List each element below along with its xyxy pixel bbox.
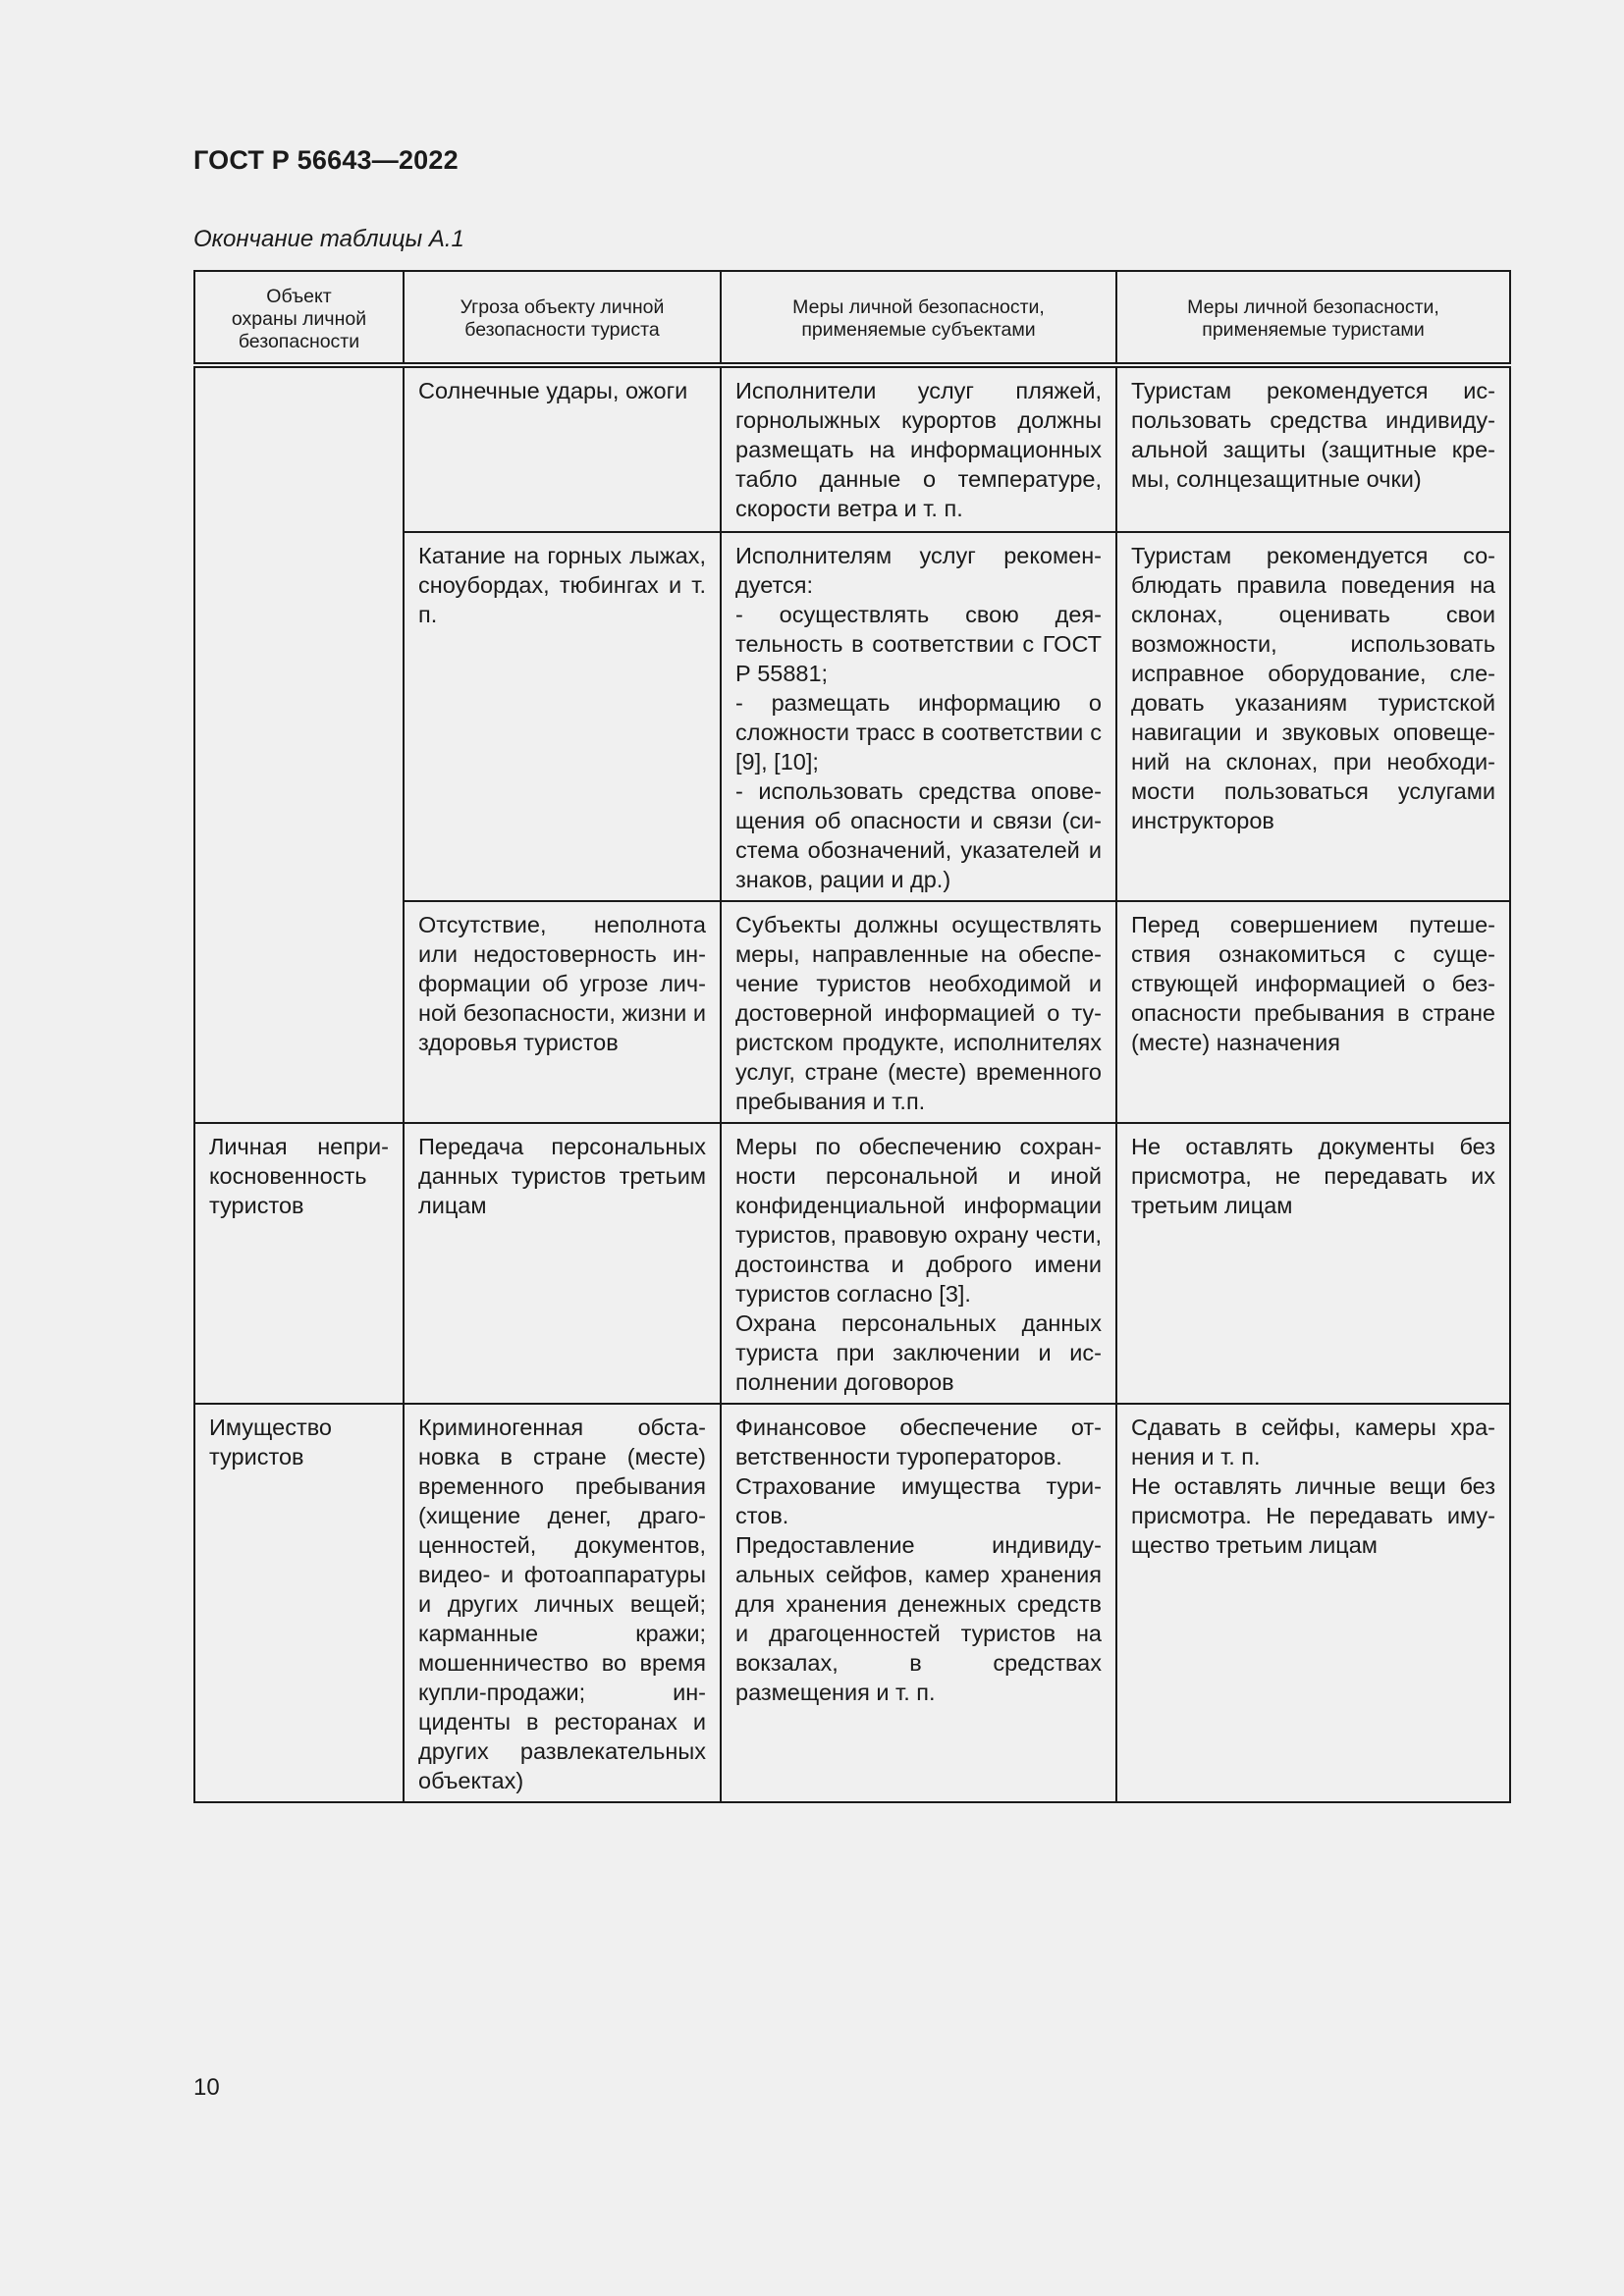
- measures-table: [193, 270, 1511, 1803]
- cell-threat: Солнечные удары, ожоги: [404, 365, 721, 532]
- table-row: [194, 365, 1510, 532]
- cell-threat: Передача персональных данных туристов третьим лицам: [404, 1123, 721, 1404]
- cell-subject-measures: Финансовое обеспечение ответственности туроператоров. Страхование имущества туристов. Предоставление индивидуальных сейфов, камер хранения для хранения денежных средств и драгоценностей туристов на вокзалах, в средствах размещения и т. п.: [721, 1404, 1116, 1802]
- cell-object: [194, 365, 404, 1123]
- table-caption: Окончание таблицы А.1: [193, 226, 464, 252]
- cell-object: Личная неприкосновенность туристов: [194, 1123, 404, 1404]
- cell-subject-measures: Меры по обеспечению сохранности персональной и иной конфиденциальной информации туристов, правовую охрану чести, достоинства и доброго имени туристов согласно [3]. Охрана персональных данных туриста при заключении и исполнении договоров: [721, 1123, 1116, 1404]
- column-header-subject-measures: Меры личной безопасности, применяемые субъектами: [721, 271, 1116, 365]
- cell-subject-measures: Субъекты должны осуществлять меры, направленные на обеспечение туристов необходимой и достоверной информацией о туристском продукте, исполнителях услуг, стране (месте) временного пребывания и т.п.: [721, 901, 1116, 1123]
- cell-tourist-measures: Туристам рекомендуется использовать средства индивидуальной защиты (защитные кремы, солнцезащитные очки): [1116, 365, 1510, 532]
- cell-subject-measures: Исполнителям услуг рекомендуется: - осуществлять свою деятельность в соответствии с ГОСТ Р 55881; - размещать информацию о сложности трасс в соответствии с [9], [10]; - использовать средства оповещения об опасности и связи (система обозначений, указателей и знаков, рации и др.): [721, 532, 1116, 901]
- document-title: ГОСТ Р 56643—2022: [193, 145, 459, 175]
- table-row: [194, 1123, 1510, 1404]
- column-header-object: Объект охраны личной безопасности: [194, 271, 404, 365]
- cell-object: Имущество туристов: [194, 1404, 404, 1802]
- column-header-tourist-measures: Меры личной безопасности, применяемые туристами: [1116, 271, 1510, 365]
- cell-tourist-measures: Не оставлять документы без присмотра, не передавать их третьим лицам: [1116, 1123, 1510, 1404]
- cell-tourist-measures: Туристам рекомендуется соблюдать правила поведения на склонах, оценивать свои возможности, использовать исправное оборудование, следовать указаниям туристской навигации и звуковых оповещений на склонах, при необходимости пользоваться услугами инструкторов: [1116, 532, 1510, 901]
- cell-threat: Криминогенная обстановка в стране (месте) временного пребывания (хищение денег, драгоценностей, документов, видео- и фотоаппаратуры и других личных вещей; карманные кражи; мошенничество во время купли-продажи; инциденты в ресторанах и других развлекательных объектах): [404, 1404, 721, 1802]
- cell-subject-measures: Исполнители услуг пляжей, горнолыжных курортов должны размещать на информационных табло данные о температуре, скорости ветра и т. п.: [721, 365, 1116, 532]
- cell-tourist-measures: Перед совершением путешествия ознакомиться с существующей информацией о безопасности пребывания в стране (месте) назначения: [1116, 901, 1510, 1123]
- table-header-row: [194, 271, 1510, 365]
- cell-tourist-measures: Сдавать в сейфы, камеры хранения и т. п. Не оставлять личные вещи без присмотра. Не передавать имущество третьим лицам: [1116, 1404, 1510, 1802]
- column-header-threat: Угроза объекту личной безопасности туриста: [404, 271, 721, 365]
- cell-threat: Отсутствие, неполнота или недостоверность информации об угрозе личной безопасности, жизни и здоровья туристов: [404, 901, 721, 1123]
- table-row: [194, 1404, 1510, 1802]
- page-number: 10: [193, 2074, 220, 2101]
- cell-threat: Катание на горных лыжах, сноубордах, тюбингах и т. п.: [404, 532, 721, 901]
